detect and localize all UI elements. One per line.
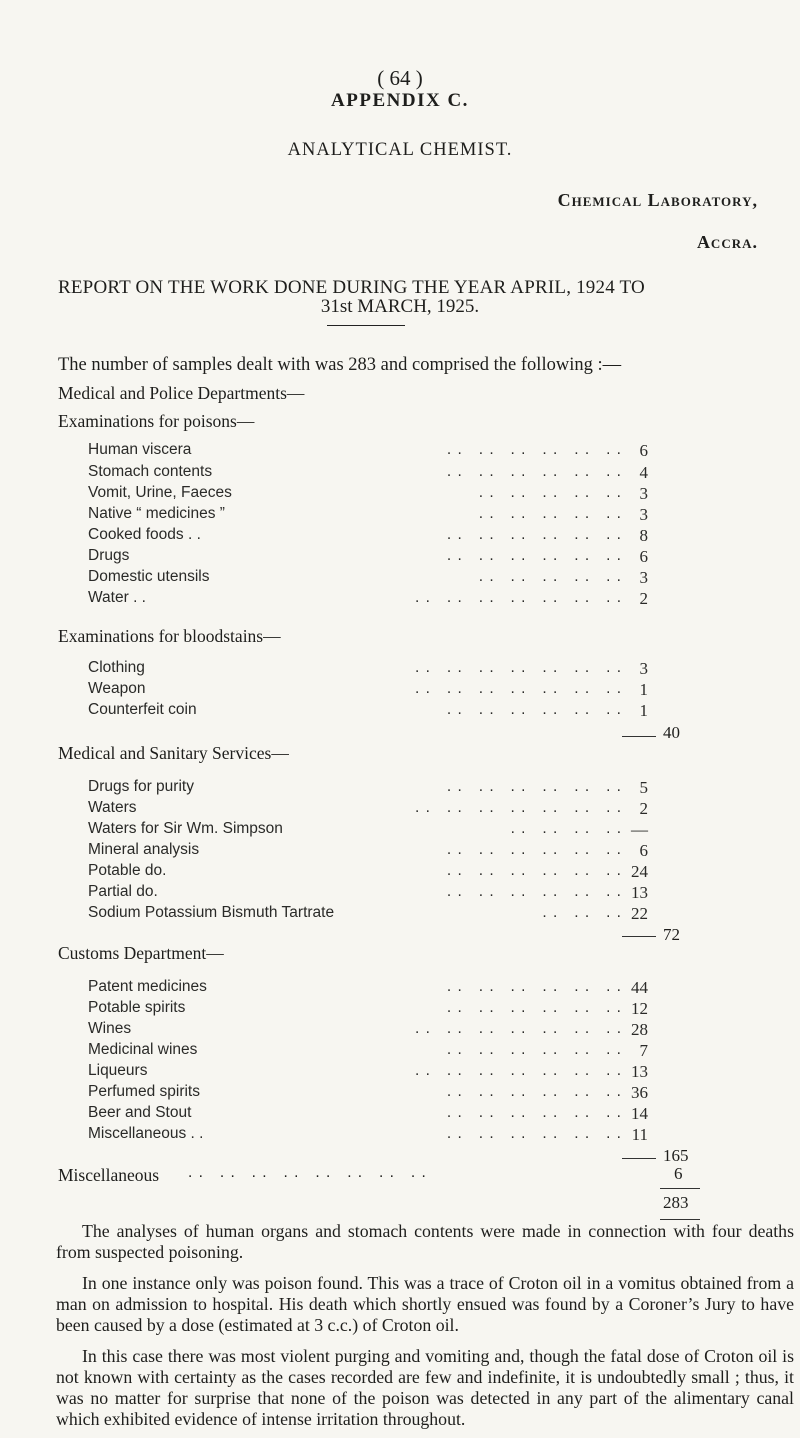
table-row: Wines . . . . . . . . . . . . . . 28 [88,1020,648,1039]
table-row: Liqueurs . . . . . . . . . . . . . . 13 [88,1062,648,1081]
table-row: Drugs for purity . . . . . . . . . . . . 5 [88,778,648,797]
grand-total: 283 [663,1193,689,1212]
subsection-heading-poisons: Examinations for poisons— [58,411,255,431]
table-row: Cooked foods . . . . . . . . . . . . . . 8 [88,526,648,545]
report-title-line-2: 31st MARCH, 1925. [320,296,480,317]
paragraph: The analyses of human organs and stomach contents were made in connection with four deaths from suspected poisoning. [56,1221,794,1262]
table-row: Drugs . . . . . . . . . . . . 6 [88,547,648,566]
section-heading-medical-police: Medical and Police Departments— [58,383,305,403]
table-row: Perfumed spirits . . . . . . . . . . . . 36 [88,1083,648,1102]
subtotal-medical-sanitary: 72 [663,925,680,944]
table-row: Counterfeit coin . . . . . . . . . . . . 1 [88,701,648,720]
miscellaneous-count: 6 [674,1164,683,1183]
paragraph: In this case there was most violent purging and vomiting and, though the fatal dose of Croton oil is not known with certainty as the cases recorded are few and indefinite, it is undoubtedly small ; thus, it was no matter for surprise that none of the poison was detected in any part of the alimentary canal which exhibited evidence of intense irritation throughout. [56,1346,794,1429]
total-rule [660,1188,700,1189]
table-row: Clothing . . . . . . . . . . . . . . 3 [88,659,648,678]
section-heading-miscellaneous: Miscellaneous [58,1165,160,1185]
table-row: Medicinal wines . . . . . . . . . . . . 7 [88,1041,648,1060]
table-row: Beer and Stout . . . . . . . . . . . . 14 [88,1104,648,1123]
table-row: Domestic utensils . . . . . . . . . . 3 [88,568,648,587]
table-row: Partial do. . . . . . . . . . . . . 13 [88,883,648,902]
paragraph: In one instance only was poison found. This was a trace of Croton oil in a vomitus obtained from a man on admission to hospital. His death which shortly ensued was found by a Coroner’s Jury to have been caused by a dose (estimated at 3 c.c.) of Croton oil. [56,1273,794,1335]
subtotal-rule [622,936,656,937]
subsection-heading-bloodstains: Examinations for bloodstains— [58,626,281,646]
table-row: Vomit, Urine, Faeces . . . . . . . . . . 3 [88,484,648,503]
section-heading-customs: Customs Department— [58,943,224,963]
intro-text: The number of samples dealt with was 283 and comprised the following :— [58,355,622,375]
table-row: Waters for Sir Wm. Simpson . . . . . . . . — [88,820,648,839]
leader-dots: . . . . . . . . . . . . . . . . [188,1164,427,1181]
subtotal-medical-police: 40 [663,723,680,742]
section-heading-medical-sanitary: Medical and Sanitary Services— [58,743,289,763]
table-row: Waters . . . . . . . . . . . . . . 2 [88,799,648,818]
subtotal-customs: 165 [663,1146,689,1165]
table-row: Mineral analysis . . . . . . . . . . . . 6 [88,841,648,860]
table-row: Native “ medicines ” . . . . . . . . . . 3 [88,505,648,524]
table-row: Sodium Potassium Bismuth Tartrate . . . . . . 22 [88,904,648,923]
table-row: Weapon . . . . . . . . . . . . . . 1 [88,680,648,699]
page-number: ( 64 ) [377,66,423,90]
subtotal-rule [622,1158,656,1159]
title-rule [327,325,405,326]
table-row: Patent medicines . . . . . . . . . . . . 44 [88,978,648,997]
report-title-line-1: REPORT ON THE WORK DONE DURING THE YEAR APRIL, 1924 TO [58,277,645,298]
table-row: Human viscera . . . . . . . . . . . . 6 [88,441,648,460]
table-row: Miscellaneous . . . . . . . . . . . . . . 11 [88,1125,648,1144]
subtotal-rule [622,736,656,737]
laboratory-location: Accra. [696,232,758,252]
table-row: Potable spirits . . . . . . . . . . . . 12 [88,999,648,1018]
laboratory-name: Chemical Laboratory, [557,190,758,210]
table-row: Stomach contents . . . . . . . . . . . . 4 [88,463,648,482]
appendix-heading: APPENDIX C. [331,90,469,111]
table-row: Potable do. . . . . . . . . . . . . 24 [88,862,648,881]
total-rule [660,1219,700,1220]
section-title: ANALYTICAL CHEMIST. [287,140,513,160]
table-row: Water . . . . . . . . . . . . . . . . 2 [88,589,648,608]
